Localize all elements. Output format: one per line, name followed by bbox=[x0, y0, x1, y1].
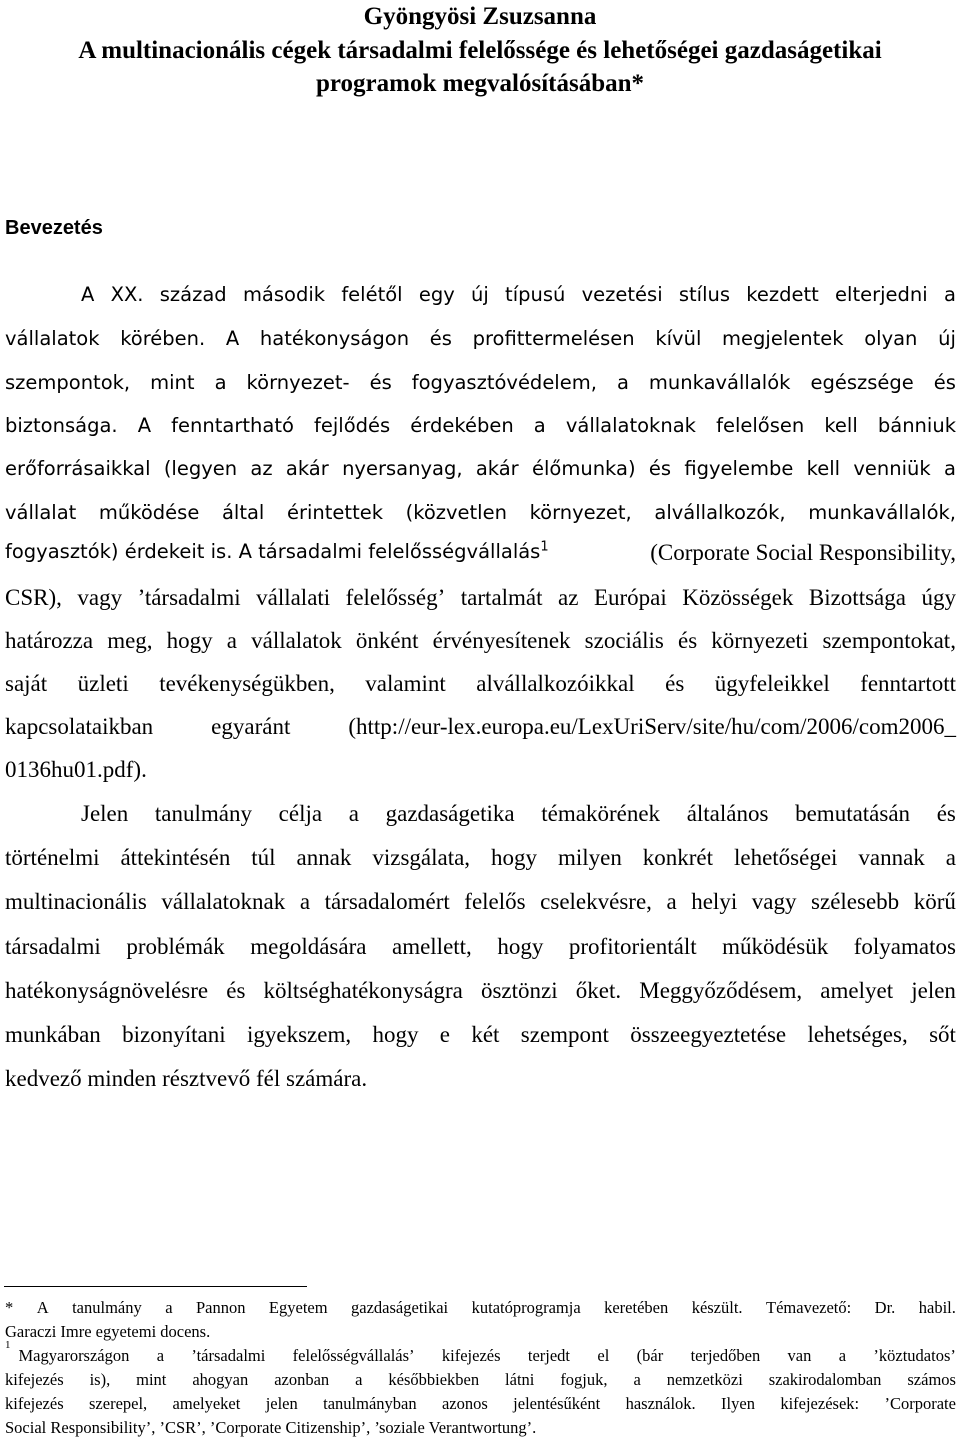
word: új bbox=[938, 327, 956, 350]
word: körű bbox=[913, 889, 956, 914]
text-line bbox=[5, 585, 956, 611]
word: meg, bbox=[107, 628, 153, 653]
word: a bbox=[633, 1370, 641, 1389]
word: fenntartott bbox=[860, 671, 956, 696]
word: Bizottsága bbox=[808, 585, 906, 610]
word: új bbox=[471, 283, 489, 306]
word: a bbox=[838, 1346, 847, 1365]
word: a bbox=[348, 801, 359, 826]
word: folyamatos bbox=[853, 934, 956, 959]
word: megjelentek bbox=[722, 327, 844, 350]
word: amelyet bbox=[820, 978, 894, 1003]
word: * bbox=[5, 1298, 14, 1317]
word: működésük bbox=[722, 934, 829, 959]
title-line-2: programok megvalósításában* bbox=[315, 70, 645, 97]
word: (közvetlen bbox=[405, 501, 507, 524]
word: üzleti bbox=[77, 671, 129, 696]
word: működése bbox=[98, 501, 200, 524]
word: és bbox=[226, 978, 246, 1003]
word: kívül bbox=[655, 327, 702, 350]
word: mint bbox=[136, 1370, 167, 1389]
word: által bbox=[221, 501, 265, 524]
word: egy bbox=[418, 283, 455, 306]
word: érvényesítenek bbox=[432, 628, 571, 653]
word: egészsége bbox=[810, 371, 914, 394]
footnote-line bbox=[5, 1393, 956, 1415]
word: A bbox=[81, 283, 95, 306]
word: ügyfeleikkel bbox=[714, 671, 830, 696]
word: egyaránt bbox=[211, 714, 291, 739]
word: hatékonyságon bbox=[259, 327, 410, 350]
word: a bbox=[616, 371, 629, 394]
word: terjedt bbox=[527, 1346, 571, 1365]
word: vállalatok bbox=[5, 327, 100, 350]
footnote-text bbox=[19, 1345, 957, 1367]
word: azonban bbox=[274, 1370, 330, 1389]
word: vállalati bbox=[256, 585, 331, 610]
text-line bbox=[5, 414, 956, 437]
word: úgy bbox=[921, 585, 956, 610]
word: amelyeket bbox=[172, 1394, 241, 1413]
word: hogy bbox=[372, 1022, 419, 1047]
word: és bbox=[936, 801, 956, 826]
word: vállalatok bbox=[251, 628, 342, 653]
word: venniük bbox=[853, 457, 931, 480]
text-line bbox=[5, 1022, 956, 1048]
word: is), bbox=[89, 1370, 111, 1389]
word: tanulmány bbox=[154, 801, 253, 826]
text-line bbox=[5, 801, 956, 827]
word: (legyen bbox=[163, 457, 238, 480]
word: kifejezés bbox=[5, 1394, 64, 1413]
word: vagy bbox=[751, 889, 797, 914]
word: milyen bbox=[557, 845, 622, 870]
word: szempontokat, bbox=[822, 628, 956, 653]
word: környezet- bbox=[246, 371, 350, 394]
word: szerepel, bbox=[89, 1394, 148, 1413]
word: keretében bbox=[604, 1298, 669, 1317]
word: társadalomért bbox=[324, 889, 450, 914]
text-line bbox=[5, 889, 956, 915]
word: igyekszem, bbox=[246, 1022, 352, 1047]
word: A bbox=[137, 414, 152, 437]
word: szakirodalomban bbox=[768, 1370, 882, 1389]
line-segment-serif: (Corporate Social Responsibility, bbox=[650, 540, 956, 565]
word: Meggyőződésem, bbox=[639, 978, 803, 1003]
word: fogjuk, bbox=[560, 1370, 608, 1389]
word: látni bbox=[505, 1370, 535, 1389]
word: azonos bbox=[441, 1394, 488, 1413]
word: kutatóprogramja bbox=[471, 1298, 581, 1317]
word: elterjedni bbox=[835, 283, 928, 306]
word: a bbox=[165, 1298, 173, 1317]
word: század bbox=[159, 283, 227, 306]
word: szempontok, bbox=[5, 371, 131, 394]
word: Jelen bbox=[81, 801, 129, 826]
word: figyelembe bbox=[684, 457, 794, 480]
word: és bbox=[933, 371, 956, 394]
footnote-line bbox=[5, 1339, 956, 1367]
word: és bbox=[369, 371, 392, 394]
word: környezeti bbox=[711, 628, 809, 653]
word: konkrét bbox=[642, 845, 714, 870]
word: munkavállalók bbox=[648, 371, 791, 394]
word: felétől bbox=[341, 283, 403, 306]
word: CSR), bbox=[5, 585, 62, 610]
text-line bbox=[5, 283, 956, 306]
word: gazdaságetika bbox=[385, 801, 515, 826]
word: vezetési bbox=[581, 283, 663, 306]
word: a bbox=[943, 283, 956, 306]
word: hogy bbox=[491, 845, 537, 870]
word: annak bbox=[296, 845, 352, 870]
footnote-ref-1: 1 bbox=[540, 539, 549, 555]
word: fenntartható bbox=[171, 414, 294, 437]
word: olyan bbox=[864, 327, 918, 350]
word: történelmi bbox=[5, 845, 100, 870]
word: témakörének bbox=[541, 801, 661, 826]
word: szociális bbox=[584, 628, 664, 653]
word: el bbox=[597, 1346, 610, 1365]
word: gazdaságetikai bbox=[351, 1298, 449, 1317]
text-line-mixed bbox=[5, 540, 956, 566]
word: habil. bbox=[918, 1298, 956, 1317]
word: ’köztudatos’ bbox=[873, 1346, 956, 1365]
word: felelős bbox=[464, 889, 526, 914]
word: vannak bbox=[858, 845, 925, 870]
word: A bbox=[225, 327, 240, 350]
word: lehetőségei bbox=[733, 845, 838, 870]
word: áttekintésén bbox=[120, 845, 231, 870]
word: a bbox=[214, 371, 227, 394]
word: felelősségvállalás’ bbox=[292, 1346, 415, 1365]
text-line: kedvező minden résztvevő fél számára. bbox=[5, 1066, 368, 1091]
footnote-line: Garaczi Imre egyetemi docens. bbox=[5, 1322, 211, 1341]
line-segment-sans: fogyasztók) érdekeit is. A társadalmi felelősségvállalás$^1$ bbox=[5, 539, 549, 563]
word: a bbox=[943, 457, 956, 480]
text-line bbox=[5, 628, 956, 654]
word: szélesebb bbox=[811, 889, 900, 914]
word: nyersanyag, bbox=[342, 457, 463, 480]
word: a bbox=[299, 889, 311, 914]
word: alvállalkozóikkal bbox=[476, 671, 635, 696]
word: ’társadalmi bbox=[191, 1346, 266, 1365]
author-name: Gyöngyösi Zsuzsanna bbox=[363, 3, 597, 30]
word: tanulmányban bbox=[323, 1394, 417, 1413]
word: (http://eur-lex.europa.eu/LexUriServ/site/hu/com/2006/com2006_ bbox=[348, 714, 956, 739]
word: körében. bbox=[120, 327, 206, 350]
word: munkavállalók, bbox=[808, 501, 956, 524]
word: bemutatásán bbox=[795, 801, 911, 826]
word: cselekvésre, bbox=[540, 889, 652, 914]
text-line bbox=[5, 371, 956, 394]
word: tevékenységükben, bbox=[159, 671, 335, 696]
word: Témavezető: bbox=[766, 1298, 852, 1317]
word: jelen bbox=[265, 1394, 298, 1413]
word: vagy bbox=[77, 585, 123, 610]
word: ahogyan bbox=[192, 1370, 249, 1389]
section-heading: Bevezetés bbox=[5, 217, 103, 239]
word: tanulmány bbox=[72, 1298, 142, 1317]
word: a bbox=[666, 889, 677, 914]
word: és bbox=[665, 671, 685, 696]
word: akár bbox=[285, 457, 329, 480]
word: kifejezés bbox=[441, 1346, 501, 1365]
word: sőt bbox=[929, 1022, 956, 1047]
text-line bbox=[5, 457, 956, 480]
text-line: 0136hu01.pdf). bbox=[5, 757, 147, 782]
text-line bbox=[5, 714, 956, 740]
word: kapcsolataikban bbox=[5, 714, 154, 739]
word: a bbox=[226, 628, 237, 653]
word: Egyetem bbox=[268, 1298, 328, 1317]
word: társadalmi bbox=[5, 934, 101, 959]
word: munkában bbox=[5, 1022, 101, 1047]
word: határozza bbox=[5, 628, 94, 653]
word: számos bbox=[907, 1370, 956, 1389]
word: A bbox=[36, 1298, 49, 1317]
word: fejlődés bbox=[314, 414, 391, 437]
word: jelentésűként bbox=[513, 1394, 601, 1413]
word: valamint bbox=[365, 671, 446, 696]
word: Európai bbox=[593, 585, 667, 610]
word: környezet, bbox=[529, 501, 632, 524]
word: jelen bbox=[911, 978, 956, 1003]
word: hatékonyságnövelésre bbox=[5, 978, 209, 1003]
footnote-line bbox=[5, 1369, 956, 1391]
word: profittermelésen bbox=[472, 327, 635, 350]
word: van bbox=[787, 1346, 812, 1365]
word: a bbox=[945, 845, 956, 870]
word: vállalat bbox=[5, 501, 77, 524]
word: őket. bbox=[575, 978, 622, 1003]
word: érintettek bbox=[286, 501, 383, 524]
word: túl bbox=[251, 845, 276, 870]
text-line bbox=[5, 934, 956, 960]
word: felelősség’ bbox=[345, 585, 446, 610]
word: ’társadalmi bbox=[137, 585, 241, 610]
word: (bár bbox=[636, 1346, 664, 1365]
text-line bbox=[5, 978, 956, 1004]
word: és bbox=[429, 327, 452, 350]
word: amellett, bbox=[391, 934, 472, 959]
word: használok. bbox=[625, 1394, 696, 1413]
word: Ilyen bbox=[721, 1394, 755, 1413]
word: a bbox=[533, 414, 546, 437]
word: kifejezés bbox=[5, 1370, 64, 1389]
word: lehetséges, bbox=[807, 1022, 908, 1047]
word: bizonyítani bbox=[122, 1022, 226, 1047]
word: nemzetközi bbox=[666, 1370, 743, 1389]
word: kell bbox=[824, 414, 858, 437]
word: önként bbox=[355, 628, 419, 653]
word: mint bbox=[150, 371, 195, 394]
word: vállalatoknak bbox=[161, 889, 286, 914]
word: kifejezések: bbox=[780, 1394, 860, 1413]
title-line-1: A multinacionális cégek társadalmi felelőssége és lehetőségei gazdaságetikai bbox=[78, 37, 882, 64]
word: ’Corporate bbox=[884, 1394, 956, 1413]
word: kezdett bbox=[746, 283, 819, 306]
word: élőmunka) bbox=[532, 457, 636, 480]
word: vállalatoknak bbox=[565, 414, 696, 437]
word: e bbox=[439, 1022, 450, 1047]
word: az bbox=[250, 457, 273, 480]
word: készült. bbox=[691, 1298, 743, 1317]
word: szempont bbox=[520, 1022, 609, 1047]
word: típusú bbox=[505, 283, 566, 306]
word: az bbox=[558, 585, 579, 610]
word: a bbox=[355, 1370, 363, 1389]
footnote-line bbox=[5, 1297, 956, 1319]
word: helyi bbox=[691, 889, 738, 914]
word: akár bbox=[475, 457, 519, 480]
footnote-number-1: 1 bbox=[5, 1339, 11, 1351]
word: Pannon bbox=[195, 1298, 246, 1317]
word: vizsgálata, bbox=[372, 845, 471, 870]
word: megoldására bbox=[250, 934, 367, 959]
word: XX. bbox=[110, 283, 144, 306]
word: és bbox=[677, 628, 698, 653]
text-line bbox=[5, 671, 956, 697]
text-line bbox=[5, 327, 956, 350]
word: fogyasztóvédelem, bbox=[411, 371, 597, 394]
word: saját bbox=[5, 671, 48, 696]
footnote-line: Social Responsibility’, ’CSR’, ’Corporate Citizenship’, ’soziale Verantwortung’. bbox=[5, 1418, 537, 1437]
word: erőforrásaikkal bbox=[5, 457, 151, 480]
word: költséghatékonyságra bbox=[263, 978, 463, 1003]
text-line bbox=[5, 845, 956, 871]
word: két bbox=[471, 1022, 500, 1047]
word: célja bbox=[278, 801, 323, 826]
word: ösztönzi bbox=[480, 978, 558, 1003]
word: Dr. bbox=[874, 1298, 896, 1317]
word: Magyarországon bbox=[18, 1346, 130, 1365]
word: profitorientált bbox=[568, 934, 697, 959]
word: a bbox=[156, 1346, 165, 1365]
word: általános bbox=[686, 801, 769, 826]
word: későbbiekben bbox=[388, 1370, 480, 1389]
text-line bbox=[5, 501, 956, 524]
word: stílus bbox=[678, 283, 731, 306]
word: terjedőben bbox=[690, 1346, 761, 1365]
word: érdekében bbox=[410, 414, 514, 437]
word: problémák bbox=[126, 934, 225, 959]
word: multinacionális bbox=[5, 889, 147, 914]
word: Közösségek bbox=[682, 585, 794, 610]
word: hogy bbox=[497, 934, 544, 959]
word: második bbox=[242, 283, 326, 306]
word: kell bbox=[806, 457, 841, 480]
word: biztonsága. bbox=[5, 414, 118, 437]
word: bánniuk bbox=[877, 414, 956, 437]
word: összeegyeztetése bbox=[630, 1022, 787, 1047]
word: és bbox=[648, 457, 672, 480]
footnote-separator bbox=[4, 1286, 307, 1287]
word: hogy bbox=[166, 628, 213, 653]
word: tartalmát bbox=[460, 585, 543, 610]
word: alvállalkozók, bbox=[654, 501, 786, 524]
word: felelősen bbox=[716, 414, 805, 437]
